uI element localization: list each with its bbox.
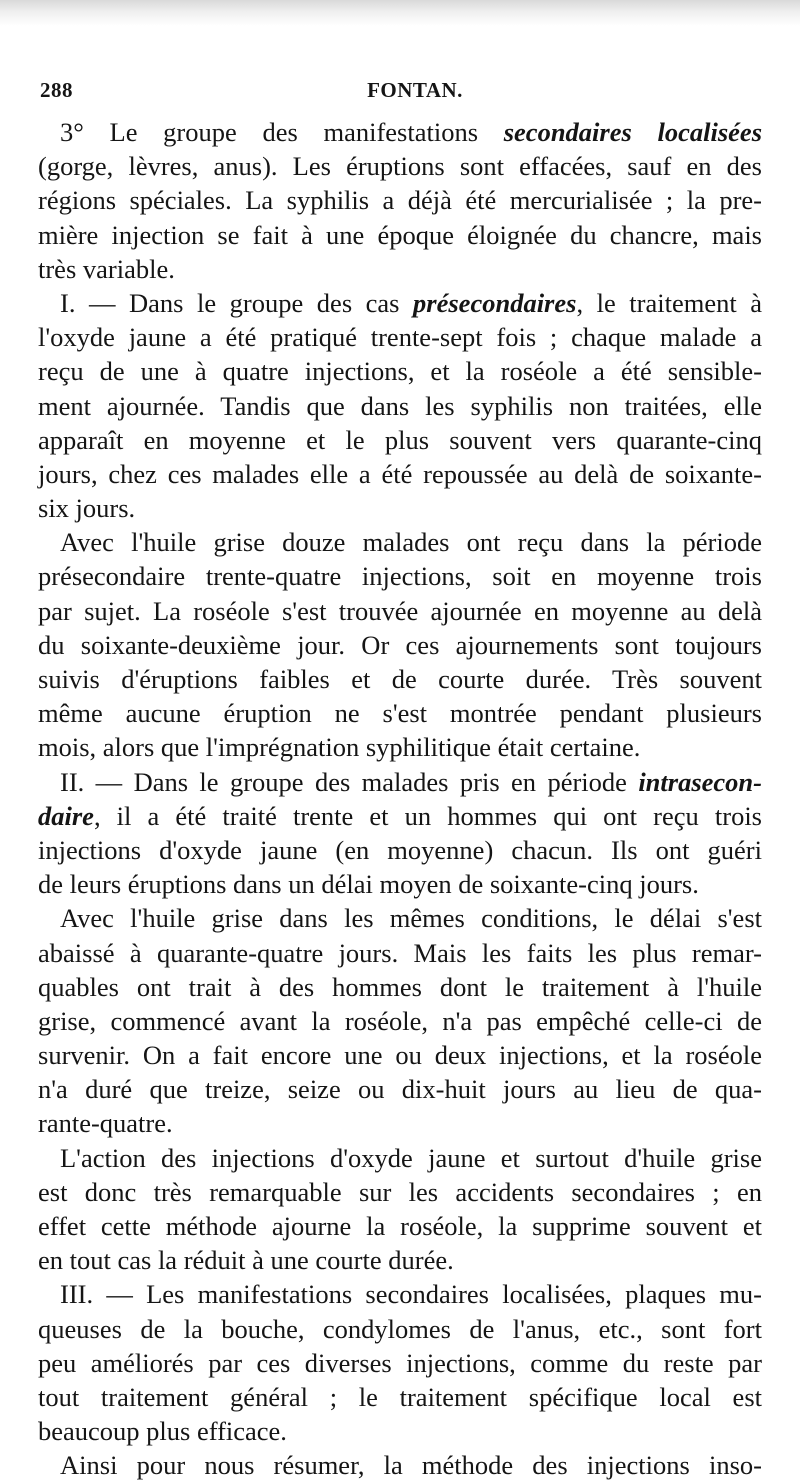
text-line: quables ont trait à des hommes dont le traitement à l'huile (38, 971, 762, 1002)
text-line: beaucoup plus efficace. (38, 1416, 287, 1447)
text-line: apparaît en moyenne et le plus souvent vers quarante-cinq (38, 424, 762, 455)
text-line: Avec l'huile grise douze malades ont reçu dans la période (60, 527, 762, 558)
text-line: grise, commencé avant la roséole, n'a pas empêché celle-ci de (38, 1005, 762, 1036)
text-line: régions spéciales. La syphilis a déjà été mercurialisée ; la pre- (38, 185, 762, 216)
text-line: jours, chez ces malades elle a été repoussée au delà de soixante- (38, 458, 762, 489)
text-line: I. — Dans le groupe des cas présecondaires, le traitement à (60, 287, 762, 318)
text-line: mois, alors que l'imprégnation syphilitique était certaine. (38, 732, 641, 763)
running-title: FONTAN. (367, 78, 463, 102)
text-line: Avec l'huile grise dans les mêmes conditions, le délai s'est (60, 903, 762, 934)
text-line: tout traitement général ; le traitement spécifique local est (38, 1381, 762, 1412)
text-line: peu améliorés par ces diverses injections, comme du reste par (38, 1347, 762, 1378)
running-header (40, 78, 760, 108)
text-line: mière injection se fait à une époque éloignée du chancre, mais (38, 219, 762, 250)
text-line: injections d'oxyde jaune (en moyenne) chacun. Ils ont guéri (38, 834, 762, 865)
text-line: présecondaire trente-quatre injections, soit en moyenne trois (38, 561, 762, 592)
text-line: 3° Le groupe des manifestations secondaires localisées (60, 117, 763, 147)
text-line: de leurs éruptions dans un délai moyen de soixante-cinq jours. (38, 869, 699, 900)
text-line: même aucune éruption ne s'est montrée pendant plusieurs (38, 698, 762, 729)
text-line: reçu de une à quatre injections, et la roséole a été sensible- (38, 356, 762, 387)
text-line: ment ajournée. Tandis que dans les syphilis non traitées, elle (38, 390, 762, 421)
text-line: queuses de la bouche, condylomes de l'anus, etc., sont fort (38, 1313, 762, 1344)
text-line: est donc très remarquable sur les accidents secondaires ; en (38, 1176, 762, 1207)
text-line: rante-quatre. (38, 1108, 173, 1139)
text-line: L'action des injections d'oxyde jaune et surtout d'huile grise (60, 1142, 762, 1173)
page-number: 288 (40, 78, 73, 102)
text-line: du soixante-deuxième jour. Or ces ajournements sont toujours (38, 629, 762, 660)
text-line: abaissé à quarante-quatre jours. Mais les faits les plus remar- (38, 937, 762, 968)
text-line: suivis d'éruptions faibles et de courte durée. Très souvent (38, 664, 762, 694)
text-line: n'a duré que treize, seize ou dix-huit jours au lieu de qua- (38, 1074, 762, 1105)
text-line: six jours. (38, 493, 136, 524)
text-line: effet cette méthode ajourne la roséole, la supprime souvent et (38, 1211, 762, 1241)
text-line: en tout cas la réduit à une courte durée. (38, 1245, 454, 1276)
text-line: (gorge, lèvres, anus). Les éruptions sont effacées, sauf en des (38, 151, 762, 182)
text-line: par sujet. La roséole s'est trouvée ajournée en moyenne au delà (38, 595, 762, 626)
text-line: survenir. On a fait encore une ou deux injections, et la roséole (38, 1040, 762, 1071)
text-line: daire, il a été traité trente et un hommes qui ont reçu trois (38, 800, 762, 831)
text-line: très variable. (38, 253, 175, 284)
text-line: Ainsi pour nous résumer, la méthode des injections inso- (60, 1450, 762, 1481)
scan-shadow (0, 0, 800, 26)
text-line: II. — Dans le groupe des malades pris en période intrasecon- (60, 766, 762, 797)
body-text (38, 115, 762, 1483)
text-line: l'oxyde jaune a été pratiqué trente-sept fois ; chaque malade a (38, 322, 762, 353)
text-line: III. — Les manifestations secondaires localisées, plaques mu- (60, 1279, 762, 1310)
